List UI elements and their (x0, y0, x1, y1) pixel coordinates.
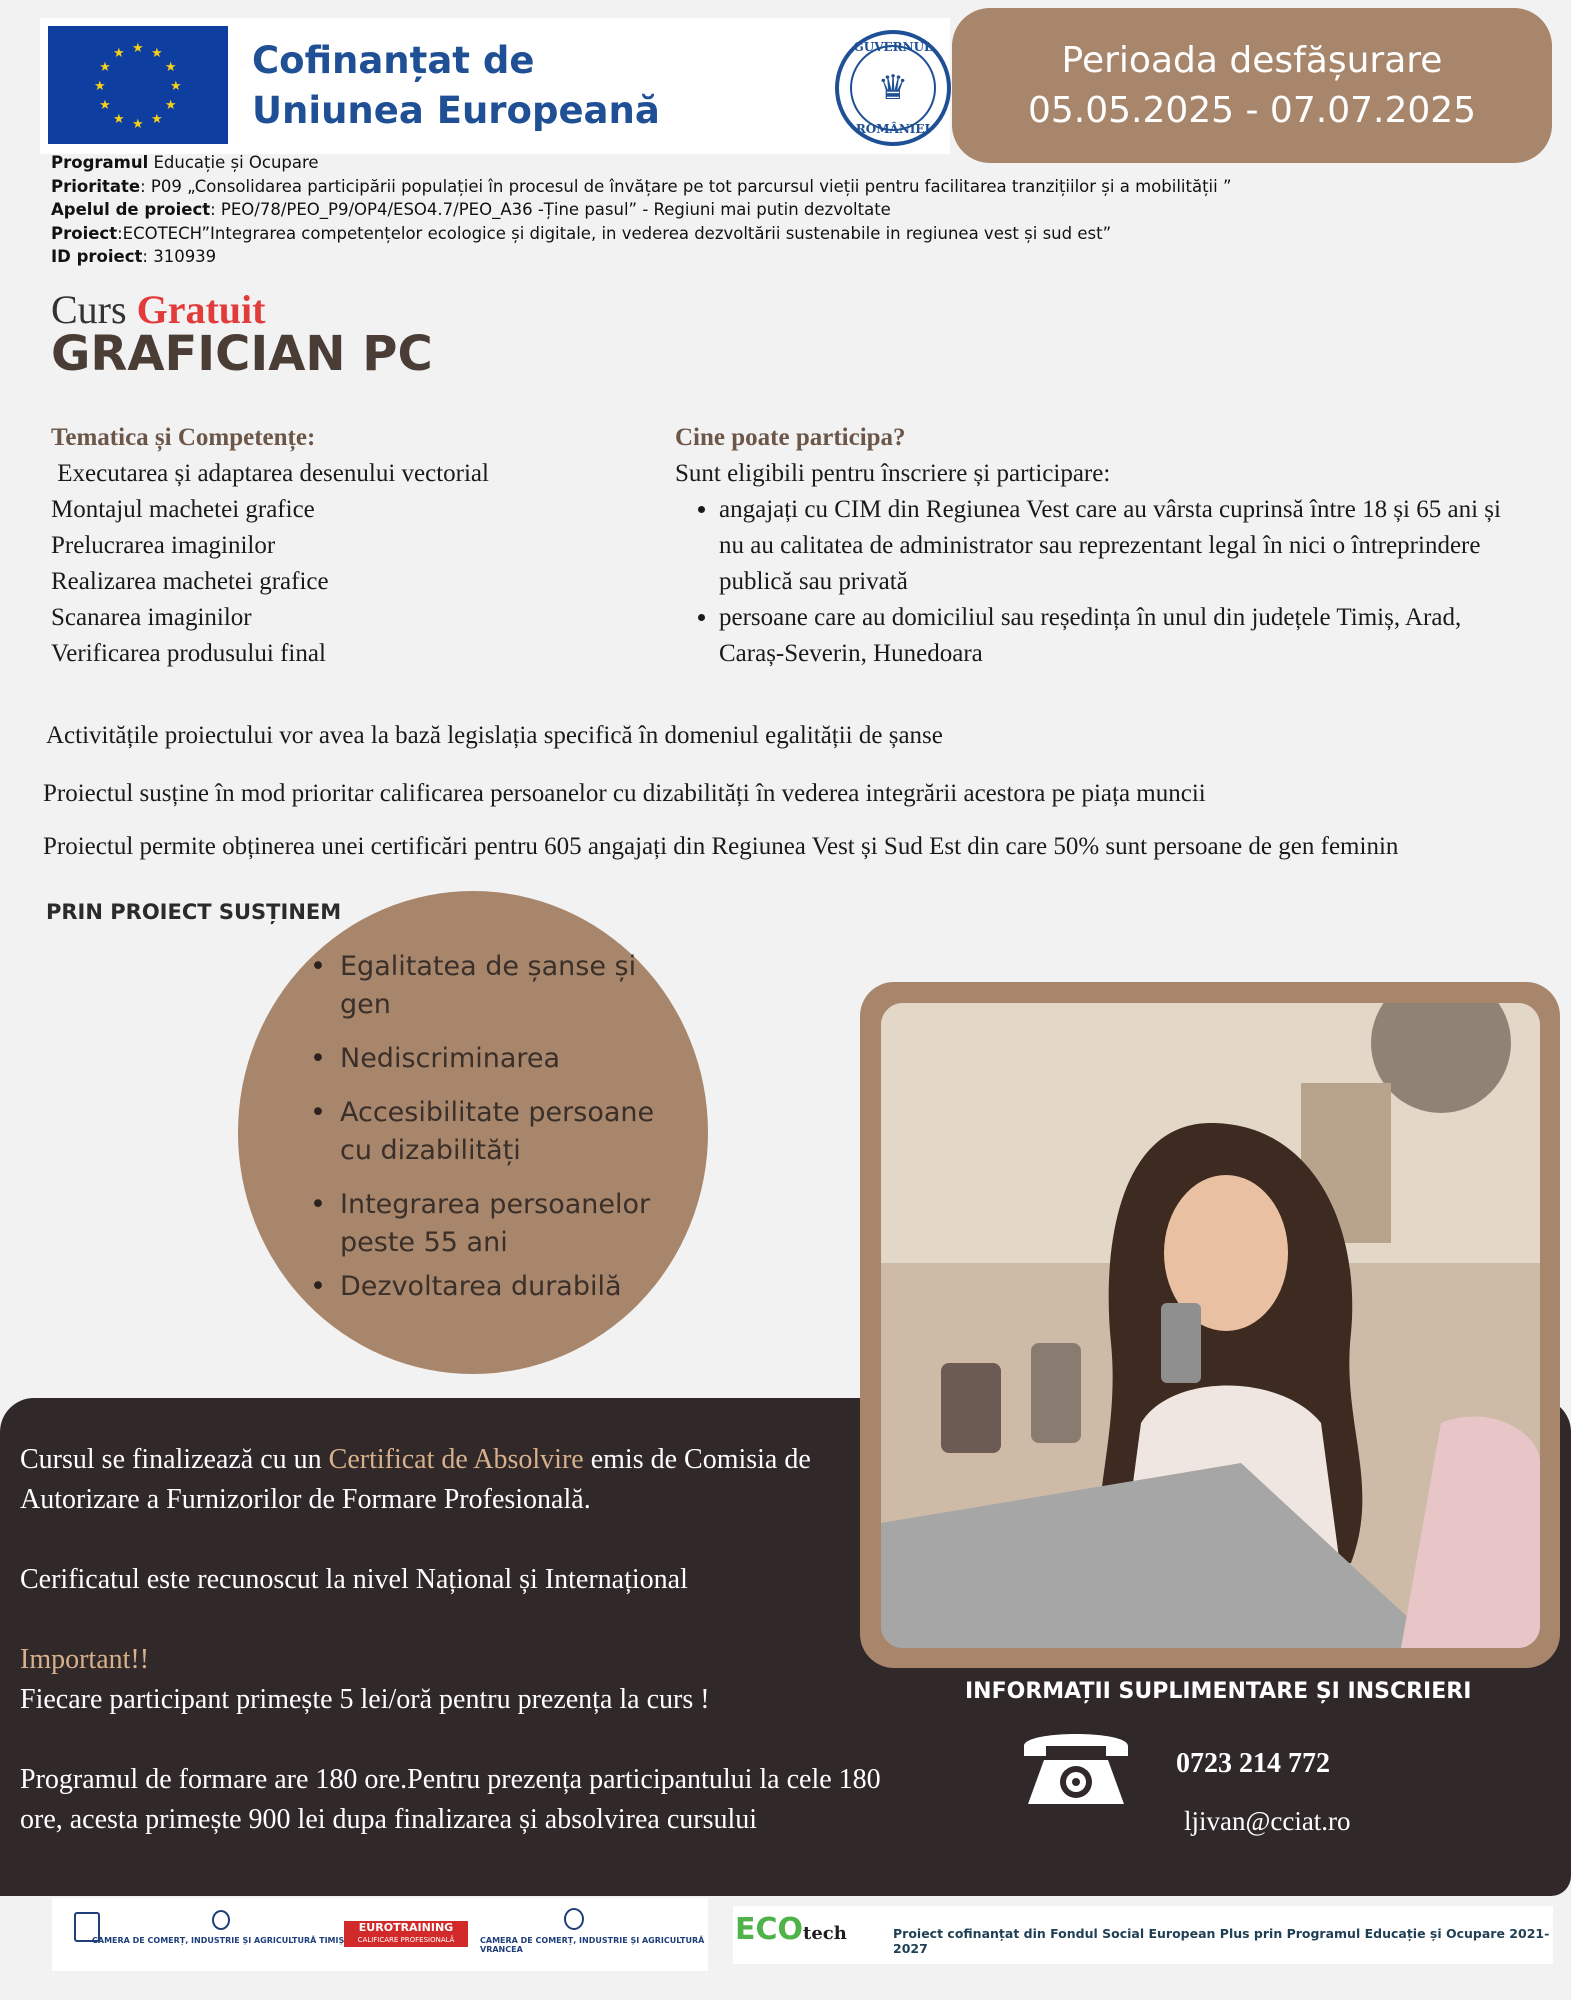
cciat-logo-text: CAMERA DE COMERȚ, INDUSTRIE ȘI AGRICULTURĂ TIMIȘ (92, 1936, 345, 1945)
curs-word: Curs (51, 287, 127, 332)
course-title: GRAFICIAN PC (51, 326, 433, 382)
coat-of-arms-icon: ♛ (850, 45, 936, 131)
important-label: Important!! (20, 1644, 150, 1675)
certificate-section (20, 1440, 900, 1880)
eu-title-line1: Cofinanțat de (252, 39, 535, 82)
ccia-vrancea-logo-text: CAMERA DE COMERȚ, INDUSTRIE ȘI AGRICULTURĂ VRANCEA (480, 1936, 705, 1954)
gov-seal-text-bottom: ROMÂNIEI (855, 122, 931, 136)
eu-flag-icon (48, 26, 228, 144)
eligibility-section (675, 420, 1505, 672)
ecotech-caption: Proiect cofinanțat din Fondul Social European Plus prin Programul Educație și Ocupare 2021-2027 (893, 1926, 1550, 1956)
support-item: • Dezvoltarea durabilă (310, 1268, 690, 1306)
support-item: • Accesibilitate persoane cu dizabilități (310, 1094, 690, 1170)
disability-paragraph: Proiectul susține în mod prioritar calificarea persoanelor cu dizabilități în vederea integrării acestora pe piața muncii (43, 780, 1206, 807)
topic-item: Verificarea produsului final (51, 640, 326, 667)
ecotech-footer (733, 1906, 1553, 1964)
eu-star-icon: ★ (94, 78, 106, 93)
topic-item: Prelucrarea imaginilor (51, 532, 276, 559)
cciat-emblem-icon (212, 1910, 230, 1930)
period-dates: 05.05.2025 - 07.07.2025 (1027, 90, 1477, 131)
important-paragraph (20, 1640, 900, 1720)
eu-star-icon: ★ (99, 59, 111, 74)
program-line: Programul Educație și Ocupare (51, 153, 319, 172)
photo-illustration (881, 1003, 1540, 1648)
eu-star-icon: ★ (151, 45, 163, 61)
support-item: • Nediscriminarea (310, 1040, 690, 1078)
eligibility-item: • angajați cu CIM din Regiunea Vest care au vârsta cuprinsă între 18 și 65 ani și nu au calitatea de administrator sau reprezentant legal în nici o întreprindere publică sau privată (719, 492, 1505, 600)
eu-star-icon: ★ (132, 116, 144, 131)
topic-item: Realizarea machetei grafice (51, 568, 329, 595)
certificate-highlight: Certificat de Absolvire (328, 1444, 584, 1475)
support-heading: PRIN PROIECT SUSȚINEM (46, 900, 342, 924)
woman-with-phone-photo (881, 1003, 1540, 1648)
equal-opportunity-paragraph: Activitățile proiectului vor avea la bază legislația specifică în domeniul egalității de șanse (46, 722, 943, 749)
email-link[interactable]: ljivan@cciat.ro (1184, 1806, 1351, 1836)
gov-seal-text-top: GUVERNUL (853, 40, 933, 54)
support-item: • Egalitatea de șanse și gen (310, 948, 690, 1024)
project-line: Proiect:ECOTECH”Integrarea competențelor ecologice și digitale, in vederea dezvoltării sustenabile in regiunea vest și sud est” (51, 223, 1112, 243)
eu-cofinancing-banner (40, 18, 950, 154)
eligibility-intro: Sunt eligibili pentru înscriere și participare: (675, 460, 1111, 487)
eu-title-line2: Uniunea Europeană (252, 89, 660, 132)
program-info (51, 151, 1351, 269)
important-text: Fiecare participant primește 5 lei/oră pentru prezența la curs ! (20, 1684, 710, 1715)
recognition-paragraph: Cerificatul este recunoscut la nivel Național și Internațional (20, 1564, 688, 1595)
period-badge (952, 8, 1552, 163)
eu-star-icon: ★ (151, 110, 163, 126)
priority-line: Prioritate: P09 „Consolidarea participării populației în procesul de învățare pe tot parcursul vieții pentru facilitarea tranzițiilor și a mobilității ” (51, 176, 1232, 196)
certificate-paragraph: Cursul se finalizează cu un Certificat de Absolvire emis de Comisia de Autorizare a Furnizorilor de Formare Profesională. (20, 1444, 811, 1515)
eu-star-icon: ★ (164, 59, 177, 74)
government-seal-icon (835, 30, 951, 146)
eu-star-icon: ★ (113, 110, 125, 126)
support-list (310, 948, 690, 1322)
eu-cofinancing-title (252, 36, 660, 136)
eu-star-icon: ★ (113, 45, 125, 61)
call-line: Apelul de proiect: PEO/78/PEO_P9/OP4/ESO4.7/PEO_A36 -Ține pasul” - Regiuni mai putin dezvoltate (51, 200, 891, 219)
support-item: • Integrarea persoanelor peste 55 ani (310, 1186, 690, 1262)
program-paragraph: Programul de formare are 180 ore.Pentru prezența participantului la cele 180 ore, acesta primește 900 lei dupa finalizarea și absolvirea cursului (20, 1764, 881, 1835)
project-id-line: ID proiect: 310939 (51, 247, 217, 266)
phone-number[interactable]: 0723 214 772 (1176, 1748, 1330, 1779)
certification-paragraph: Proiectul permite obținerea unei certificări pentru 605 angajați din Regiunea Vest și Sud Est din care 50% sunt persoane de gen feminin (43, 833, 1399, 860)
eligibility-list (719, 492, 1505, 672)
period-label: Perioada desfășurare (1061, 40, 1443, 81)
contact-heading: INFORMAȚII SUPLIMENTARE ȘI INSCRIERI (965, 1679, 1472, 1704)
eligibility-item: • persoane care au domiciliul sau reședința în unul din județele Timiș, Arad, Caraș-Severin, Hunedoara (719, 600, 1505, 672)
eu-star-icon: ★ (164, 97, 177, 112)
topics-heading: Tematica și Competențe: (51, 424, 316, 451)
topic-item: Montajul machetei grafice (51, 496, 315, 523)
partner-logos (52, 1898, 708, 1971)
phone-icon (1016, 1724, 1136, 1806)
gratuit-word: Gratuit (136, 287, 266, 332)
eurotraining-logo: EUROTRAINING CALIFICARE PROFESIONALĂ (344, 1921, 468, 1947)
eu-star-icon: ★ (99, 97, 111, 112)
topic-item: Scanarea imaginilor (51, 604, 252, 631)
eu-star-icon: ★ (132, 40, 144, 55)
ecotech-logo: ECOtech (735, 1912, 847, 1947)
eu-star-icon: ★ (170, 78, 182, 93)
topics-section (51, 420, 651, 672)
topic-item: Executarea și adaptarea desenului vectorial (51, 460, 489, 487)
ccia-vrancea-emblem-icon (564, 1908, 584, 1930)
eligibility-heading: Cine poate participa? (675, 424, 906, 451)
